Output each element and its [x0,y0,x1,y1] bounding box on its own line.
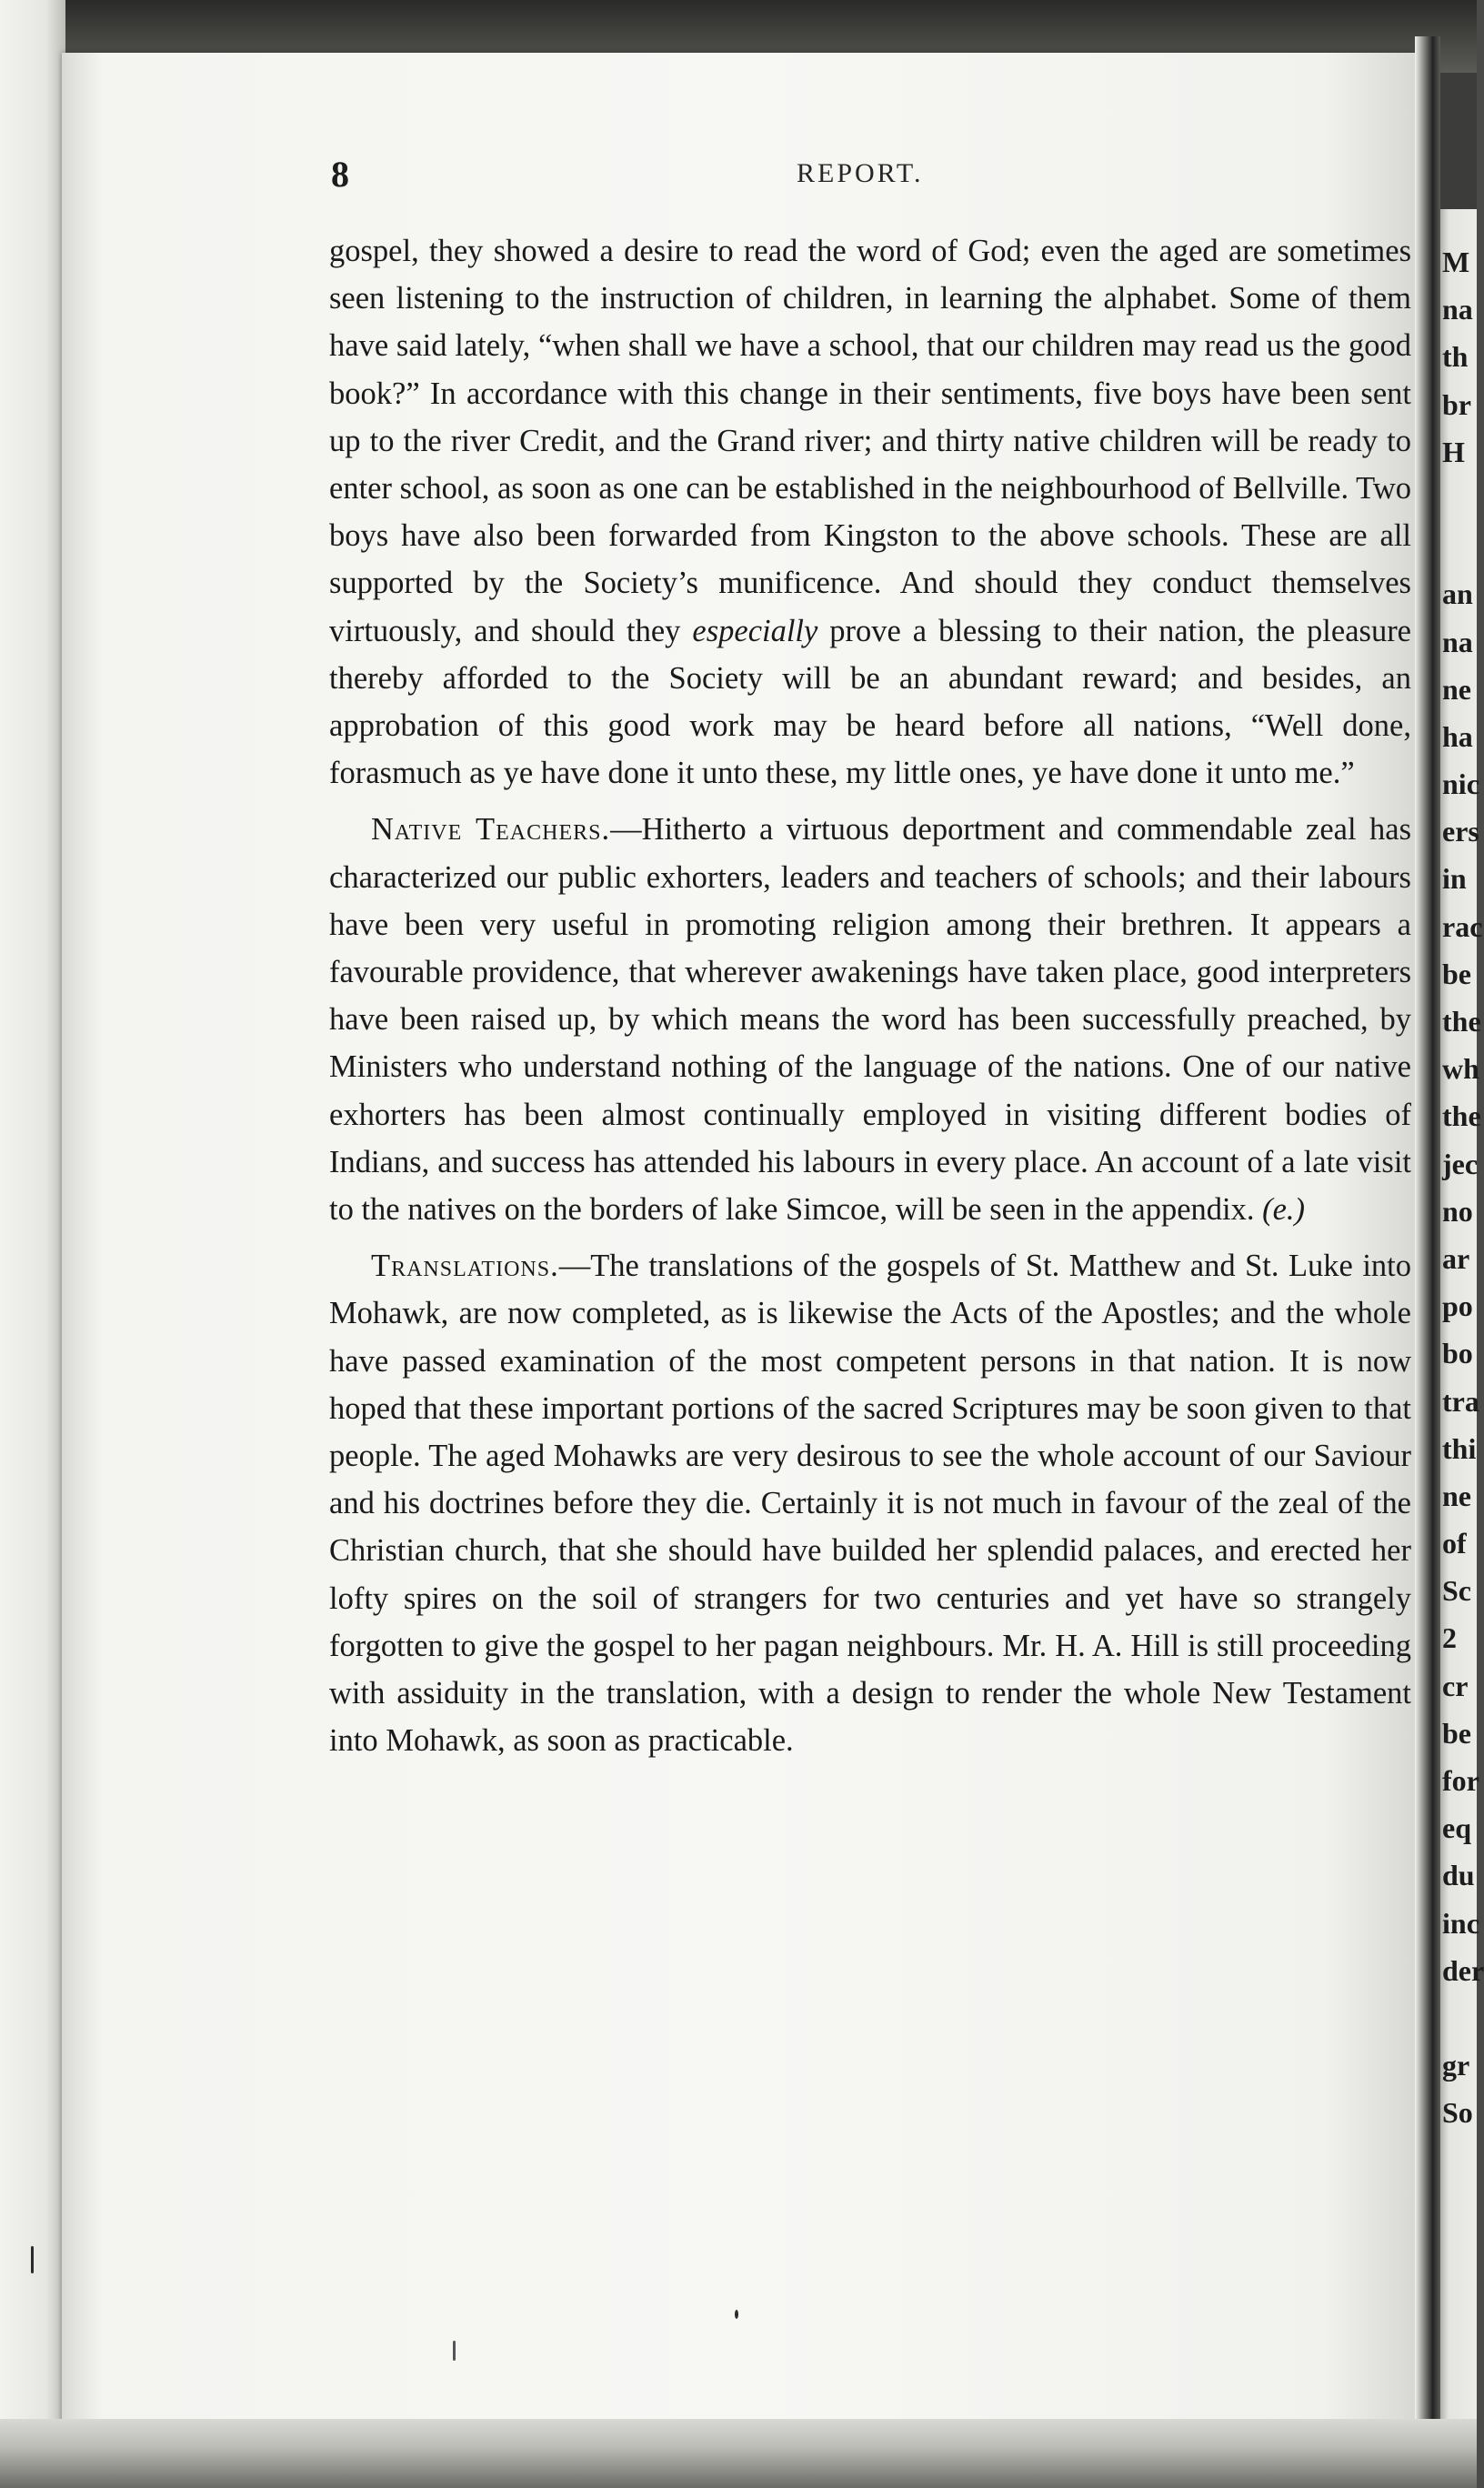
facing-page-fragment: br [1442,387,1471,421]
facing-page-fragment: be [1442,957,1471,990]
facing-page-fragment: ers [1442,815,1479,848]
scan-background-left [0,0,65,2488]
facing-page-fragment: th [1442,340,1469,374]
running-title: REPORT. [797,158,924,188]
facing-page-fragment: no [1442,1194,1473,1228]
paragraph-translations [329,1242,1411,1764]
page-gutter-shadow [1415,36,1440,2437]
facing-page-fragment: 2 [1442,1621,1457,1655]
facing-page-fragment: bo [1442,1337,1473,1370]
scan-background-bottom [0,2419,1477,2488]
appendix-reference: (e.) [1262,1192,1306,1228]
facing-page-fragment: an [1442,577,1473,611]
facing-page-fragment [1442,1994,1479,2042]
facing-page-fragment: M [1442,246,1470,278]
facing-page-fragment: for [1442,1764,1479,1797]
facing-page-fragment [1442,523,1479,570]
facing-page-fragment: na [1442,293,1473,326]
text-segment: —Hitherto a virtuous deportment and commendable zeal has characterized our public exhorters, leaders and teachers of schools; and their labours have been very useful in promoting religion among their brethren. It appears a favourable providence, that wherever awakenings have taken place, good interpreters have been raised up, by which means the word has been successfully preached, by Ministers who understand nothing of the language of the nations. One of our native exhorters has been almost continually employed in visiting different bodies of Indians, and success has attended his labours in every place. An account of a late visit to the natives on the borders of lake Simcoe, will be seen in the appendix. [329,812,1412,1228]
paragraph-native-teachers [329,806,1411,1233]
text-segment: —The translations of the gospels of St. Matthew and St. Luke into Mohawk, are now completed, as is likewise the Acts of the Apostles; and the whole have passed examination of the most competent persons in that nation. It is now hoped that these important portions of the sacred Scriptures may be soon given to that people. The aged Mohawks are very desirous to see the whole account of our Saviour and his doctrines before they die. Certainly it is not much in favour of the zeal of the Christian church, that she should have builded her splendid palaces, and erected her lofty spires on the soil of strangers for two centuries and yet have so strangely forgotten to give the gospel to her pagan neighbours. Mr. H. A. Hill is still proceeding with assiduity in the translation, with a design to render the whole New Testament into Mohawk, as soon as practicable. [329,1249,1411,1759]
facing-page-fragment: Sc [1442,1574,1471,1608]
facing-page-fragment: po [1442,1289,1473,1323]
facing-page-fragment: in [1442,862,1467,896]
facing-page-fragment: be [1442,1716,1471,1750]
facing-page-fragment: the [1442,1005,1481,1038]
facing-page-fragment: na [1442,625,1473,658]
facing-page-fragment: ne [1442,672,1471,706]
facing-page-fragment: tra [1442,1384,1479,1418]
facing-page-fragment: wh [1442,1052,1479,1086]
facing-page-fragment [1442,476,1479,523]
section-heading-native-teachers: Native Teachers. [371,812,611,848]
facing-page-fragment: du [1442,1859,1475,1892]
text-segment: gospel, they showed a desire to read the word of God; even the aged are sometimes seen listening to the instruction of children, in learning the alphabet. Some of them have said lately, “when shall we have a school, that our children may read us the good book?” In accordance with this change in their sentiments, five boys have been sent up to the river Credit, and the Grand river; and thirty native children will be ready to enter school, as soon as one can be established in the neighbourhood of Bellville. Two boys have also been forwarded from Kingston to the above schools. These are all supported by the Society’s munificence. And should they conduct themselves virtuously, and should they [329,234,1411,648]
facing-page-text-fragments [1442,238,1484,2137]
facing-page-fragment: nic [1442,767,1479,801]
page-body [329,227,1411,1765]
facing-page-fragment: So [1442,2096,1473,2130]
facing-page-fragment: gr [1442,2049,1470,2082]
facing-page-fragment: rac [1442,909,1483,943]
facing-page-fragment: the [1442,1099,1481,1133]
facing-page-fragment: ar [1442,1241,1470,1275]
facing-page-fragment: cr [1442,1669,1469,1702]
paragraph-schools [329,227,1411,797]
section-heading-translations: Translations. [371,1249,559,1284]
page-number: 8 [331,154,349,195]
facing-page-fragment: eq [1442,1811,1471,1845]
facing-page-fragment: inc [1442,1906,1479,1940]
facing-page-fragment: thi [1442,1431,1477,1465]
facing-page-fragment: of [1442,1527,1467,1560]
running-head [331,153,1404,207]
facing-page-fragment: ne [1442,1479,1471,1512]
facing-page-fragment: H [1442,435,1465,468]
facing-page-fragment: jec [1442,1147,1479,1180]
facing-page-fragment: der [1442,1953,1484,1987]
facing-page-fragment: ha [1442,719,1473,753]
text-segment: prove a blessing to their nation, the pleasure thereby afforded to the Society will be an abundant reward; and besides, an approbation of this good work may be heard before all nations, “Well done, forasmuch as ye have done it unto these, my little ones, ye have done it unto me.” [329,613,1411,791]
emphasis-especially: especially [692,613,818,648]
